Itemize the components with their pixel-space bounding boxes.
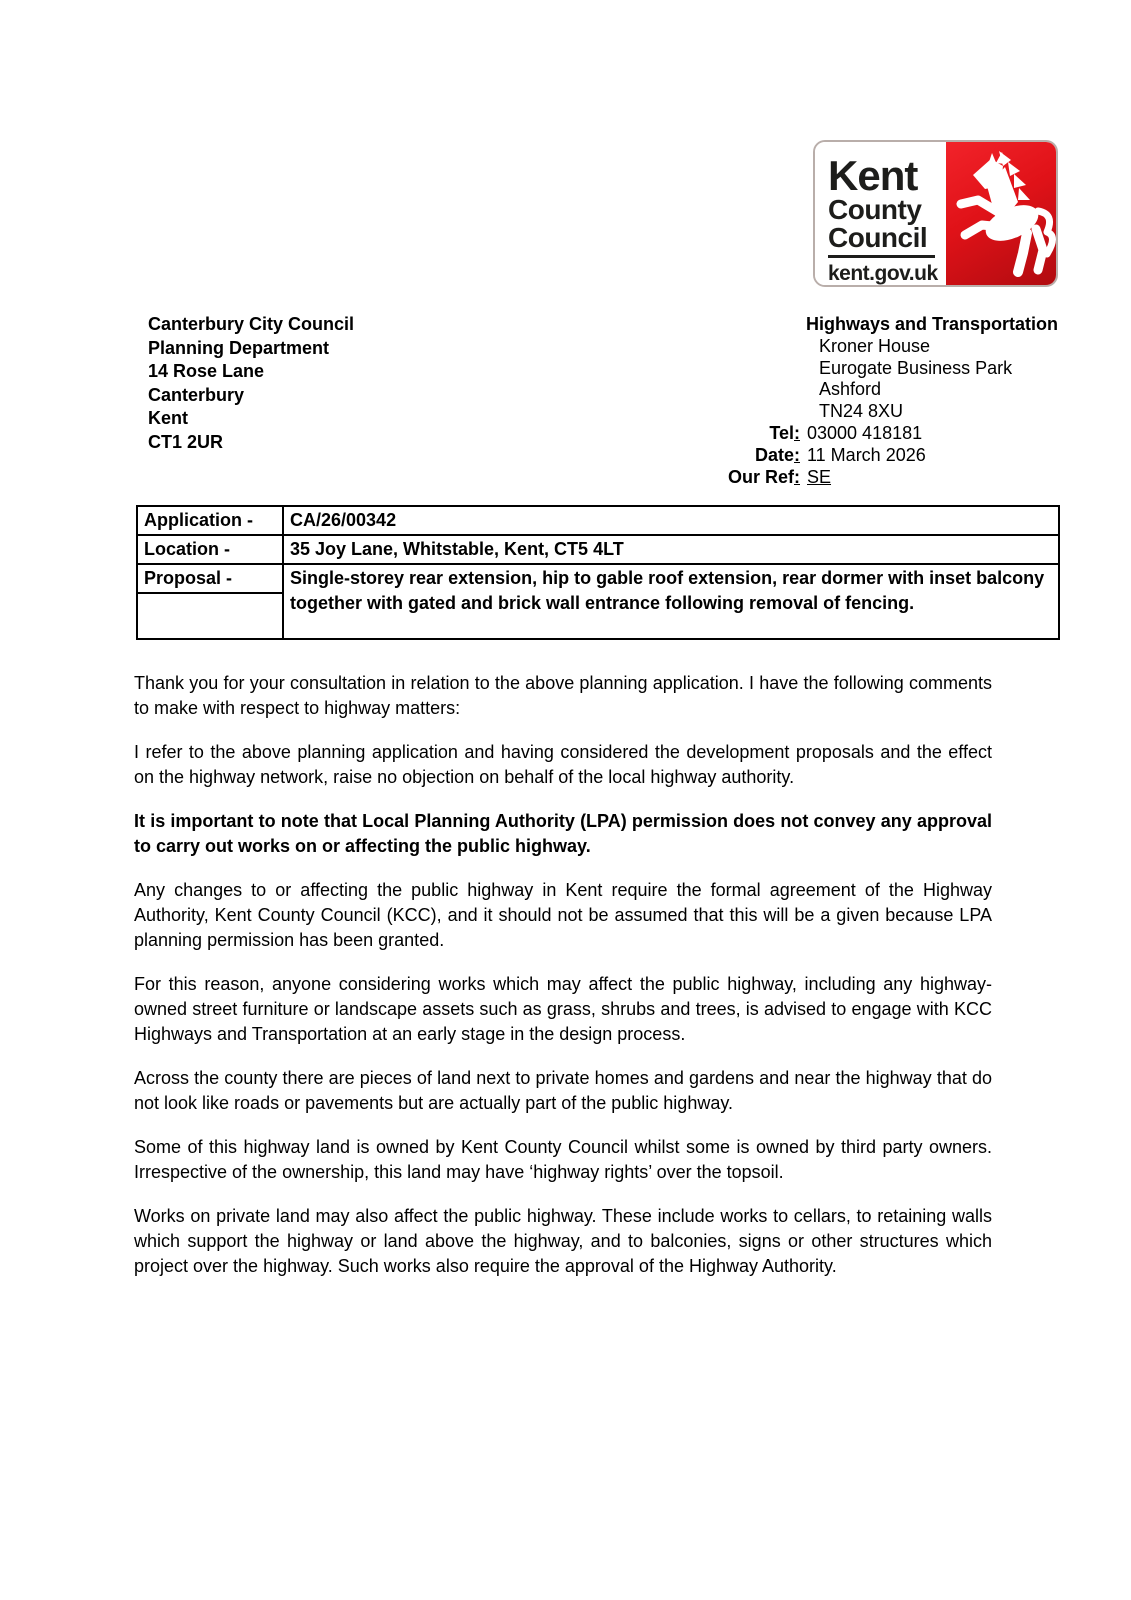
logo-underline	[828, 255, 935, 258]
recipient-line: Canterbury City Council	[148, 314, 355, 334]
application-value: CA/26/00342	[283, 506, 1059, 535]
sender-address-row	[600, 358, 1058, 380]
date-field-row	[600, 445, 1058, 467]
table-row-proposal	[137, 564, 1059, 593]
sender-address-line: TN24 8XU	[819, 401, 904, 422]
proposal-value: Single-storey rear extension, hip to gable roof extension, rear dormer with inset balcony together with gated and brick wall entrance following removal of fencing.	[283, 564, 1059, 639]
tel-label: Tel:	[769, 422, 800, 443]
date-value: 11 March 2026	[807, 444, 926, 465]
our-ref-value: SE	[807, 466, 832, 487]
sender-department-row	[600, 314, 1058, 336]
recipient-line: Planning Department	[148, 337, 330, 358]
our-ref-field-row	[600, 467, 1058, 489]
table-row-location	[137, 535, 1059, 564]
logo-line-county: County	[828, 194, 922, 225]
invicta-white-horse-icon	[946, 140, 1056, 287]
paragraph-land-near-highway: Across the county there are pieces of land next to private homes and gardens and near the highway that do not look like roads or pavements but are actually part of the public highway.	[134, 1068, 992, 1113]
paragraph-highway-rights: Some of this highway land is owned by Kent County Council whilst some is owned by third party owners. Irrespective of the ownership, this land may have ‘highway rights’ over the topsoil.	[134, 1137, 992, 1182]
logo-website: kent.gov.uk	[828, 262, 938, 285]
sender-address-line: Ashford	[819, 379, 882, 400]
application-label: Application -	[137, 506, 283, 535]
sender-address-block	[600, 314, 1058, 488]
letter-body	[134, 671, 992, 1298]
recipient-address-block	[148, 313, 354, 454]
table-row-application	[137, 506, 1059, 535]
logo-line-kent: Kent	[828, 152, 918, 199]
proposal-label: Proposal -	[137, 564, 283, 593]
sender-address-line: Eurogate Business Park	[819, 357, 1013, 378]
kcc-logo-emblem	[946, 142, 1056, 285]
sender-department: Highways and Transportation	[805, 314, 1058, 334]
recipient-line: CT1 2UR	[148, 431, 224, 452]
kcc-logo	[813, 140, 1058, 287]
logo-line-council: Council	[828, 222, 928, 253]
recipient-line: 14 Rose Lane	[148, 361, 265, 381]
sender-label-spacer	[600, 314, 789, 336]
tel-field-row	[600, 423, 1058, 445]
application-details-table	[136, 505, 1060, 640]
sender-address-row	[600, 336, 1058, 358]
sender-address-row	[600, 401, 1058, 423]
paragraph-private-land-works: Works on private land may also affect the public highway. These include works to cellars, to retaining walls which support the highway or land above the highway, and to balconies, signs or other structures which project over the highway. Such works also require the approval of the Highway Authority.	[134, 1206, 992, 1276]
paragraph-lpa-notice: It is important to note that Local Planning Authority (LPA) permission does not convey any approval to carry out works on or affecting the public highway.	[134, 811, 992, 856]
sender-address-row	[600, 379, 1058, 401]
recipient-line: Canterbury	[148, 384, 245, 405]
proposal-label-spacer	[137, 593, 283, 639]
kcc-logo-wordmark	[815, 142, 946, 285]
paragraph-engage-kcc: For this reason, anyone considering works which may affect the public highway, including any highway-owned street furniture or landscape assets such as grass, shrubs and trees, is advised to engage with KCC Highways and Transportation at an early stage in the design process.	[134, 974, 992, 1044]
paragraph-consultation-thanks: Thank you for your consultation in relation to the above planning application. I have the following comments to make with respect to highway matters:	[134, 673, 992, 718]
date-label: Date:	[754, 444, 800, 465]
recipient-line: Kent	[148, 408, 188, 428]
paragraph-no-objection: I refer to the above planning application and having considered the development proposals and the effect on the highway network, raise no objection on behalf of the local highway authority.	[134, 742, 992, 787]
location-label: Location -	[137, 535, 283, 564]
tel-value: 03000 418181	[807, 422, 923, 443]
our-ref-label: Our Ref:	[727, 466, 800, 487]
sender-address-line: Kroner House	[819, 335, 931, 356]
paragraph-kcc-agreement: Any changes to or affecting the public highway in Kent require the formal agreement of the Highway Authority, Kent County Council (KCC), and it should not be assumed that this will be a given because LPA planning permission has been granted.	[134, 880, 992, 950]
location-value: 35 Joy Lane, Whitstable, Kent, CT5 4LT	[283, 535, 1059, 564]
